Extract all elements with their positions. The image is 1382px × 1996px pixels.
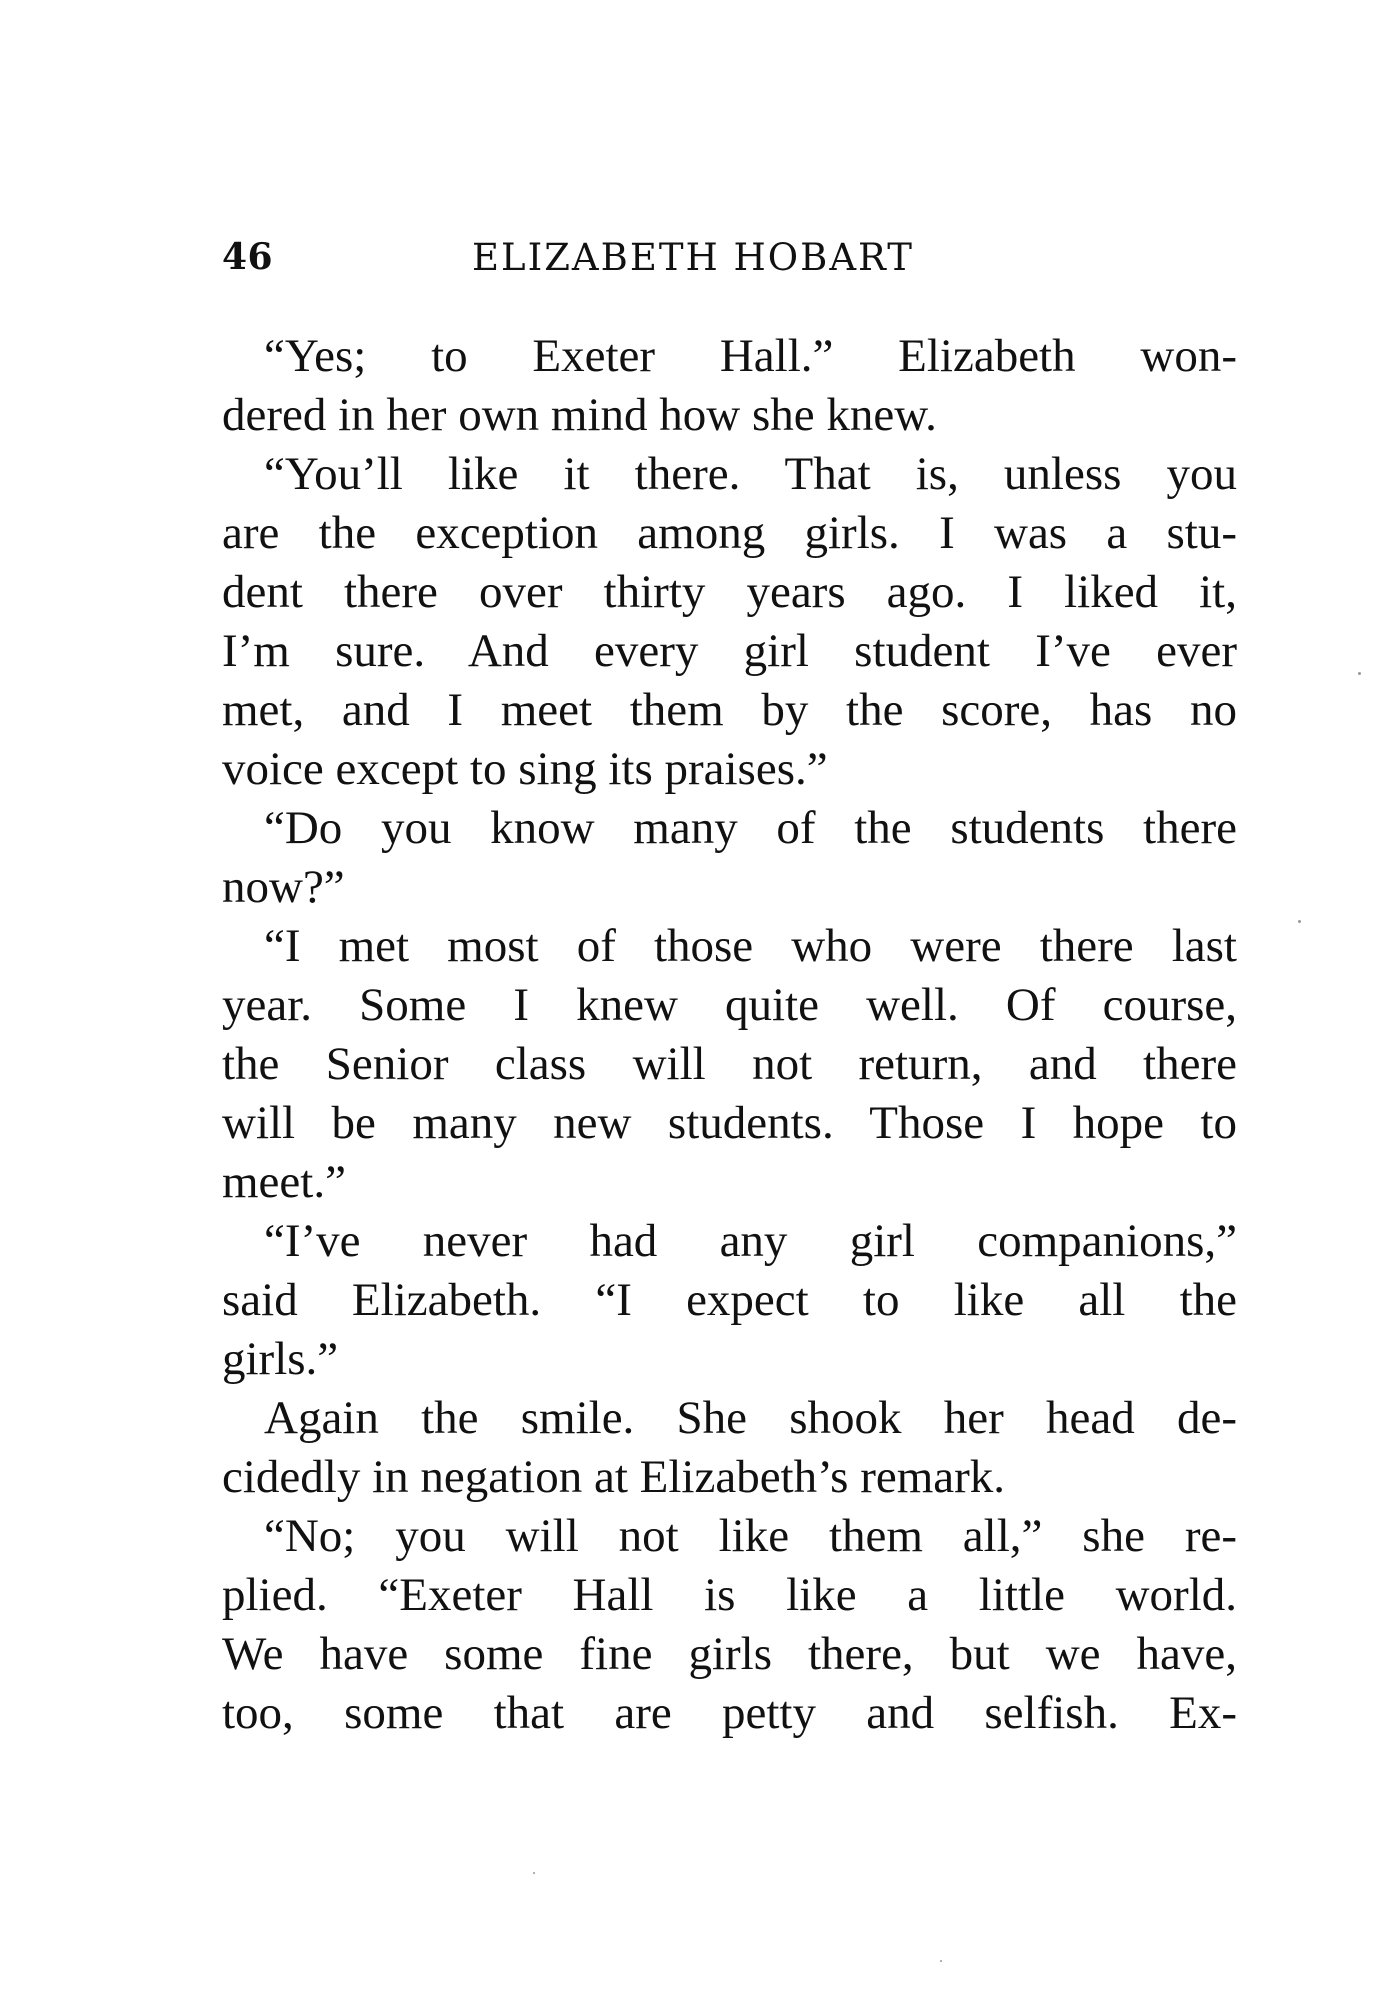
text-line: “You’ll like it there. That is, unless you [264, 448, 1237, 500]
text-line: now?” [222, 861, 345, 913]
scan-speck [1358, 672, 1361, 675]
running-head [222, 236, 1237, 286]
text-line: “Do you know many of the students there [264, 802, 1237, 854]
text-line: dered in her own mind how she knew. [222, 389, 937, 441]
text-line: dent there over thirty years ago. I liked it, [222, 566, 1237, 618]
text-line: will be many new students. Those I hope to [222, 1097, 1237, 1149]
text-line: “No; you will not like them all,” she re- [264, 1510, 1237, 1562]
text-line: year. Some I knew quite well. Of course, [222, 979, 1237, 1031]
text-line: too, some that are petty and selfish. Ex- [222, 1687, 1237, 1739]
text-line: “I met most of those who were there last [264, 920, 1237, 972]
text-line: the Senior class will not return, and there [222, 1038, 1237, 1090]
text-line: meet.” [222, 1156, 346, 1208]
text-line: voice except to sing its praises.” [222, 743, 828, 795]
text-line: said Elizabeth. “I expect to like all the [222, 1274, 1237, 1326]
text-line: girls.” [222, 1333, 339, 1385]
text-line: “I’ve never had any girl companions,” [264, 1215, 1237, 1267]
text-line: cidedly in negation at Elizabeth’s remark. [222, 1451, 1006, 1503]
text-line: plied. “Exeter Hall is like a little world. [222, 1569, 1237, 1621]
running-title: ELIZABETH HOBART [472, 236, 914, 279]
text-line: Again the smile. She shook her head de- [264, 1392, 1237, 1444]
text-line: “Yes; to Exeter Hall.” Elizabeth won- [264, 330, 1237, 382]
text-line: We have some fine girls there, but we have, [222, 1628, 1237, 1680]
text-line: I’m sure. And every girl student I’ve ever [222, 625, 1237, 677]
text-line: met, and I meet them by the score, has no [222, 684, 1237, 736]
text-line: are the exception among girls. I was a stu- [222, 507, 1237, 559]
page-number: 46 [222, 236, 274, 278]
scan-speck [940, 1960, 942, 1962]
body-text [222, 327, 1237, 1743]
scan-speck [1298, 920, 1301, 923]
scan-speck [533, 1872, 535, 1874]
